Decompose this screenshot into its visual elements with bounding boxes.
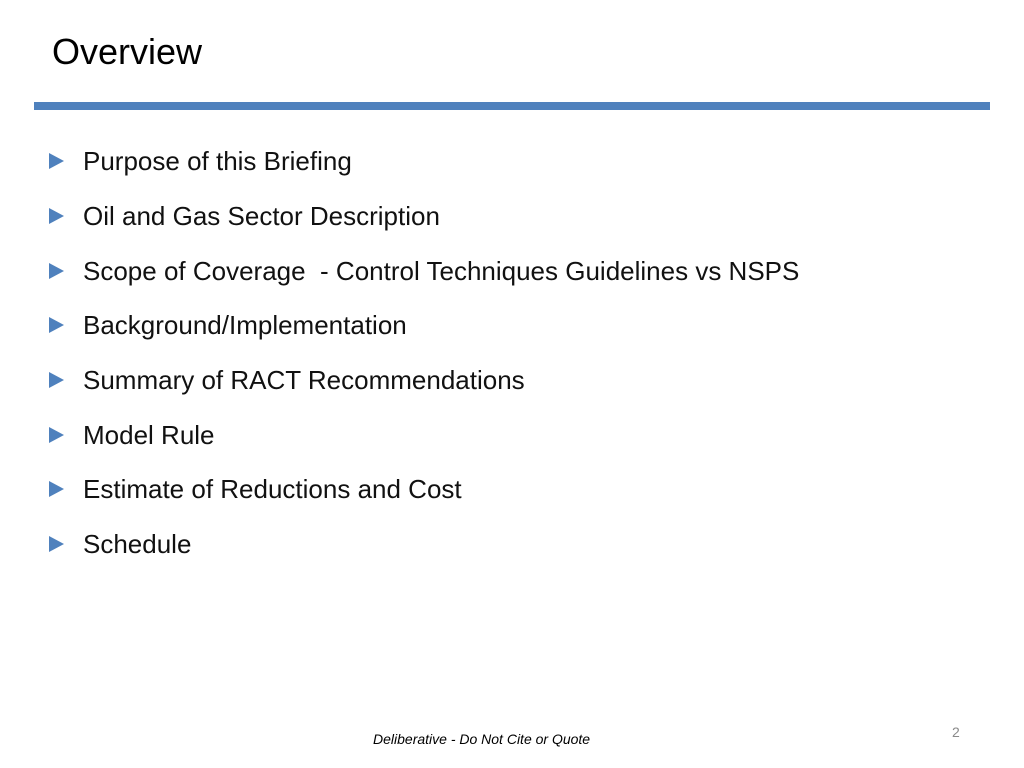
bullet-item [46,353,799,408]
bullet-text: Summary of RACT Recommendations [83,365,525,396]
bullet-list [46,134,799,572]
triangle-right-icon [49,208,64,224]
bullet-text: Purpose of this Briefing [83,146,352,177]
bullet-text: Oil and Gas Sector Description [83,201,440,232]
bullet-text: Scope of Coverage - Control Techniques Guidelines vs NSPS [83,255,800,286]
triangle-right-icon [49,263,64,279]
triangle-right-icon [49,317,64,333]
bullet-item [46,298,799,353]
bullet-text: Background/Implementation [83,310,407,341]
triangle-right-icon [49,427,64,443]
bullet-text: Estimate of Reductions and Cost [83,474,462,505]
bullet-item [46,189,799,244]
bullet-item [46,134,799,189]
bullet-item [46,517,799,572]
triangle-right-icon [49,536,64,552]
triangle-right-icon [49,372,64,388]
bullet-text: Schedule [83,529,192,560]
page-number: 2 [952,724,960,740]
triangle-right-icon [49,153,64,169]
bullet-item [46,407,799,462]
slide-title: Overview [52,31,203,72]
title-divider [34,102,990,110]
footer-disclaimer: Deliberative - Do Not Cite or Quote [373,731,591,747]
bullet-item [46,243,799,298]
bullet-text: Model Rule [83,419,215,450]
bullet-item [46,462,799,517]
triangle-right-icon [49,481,64,497]
